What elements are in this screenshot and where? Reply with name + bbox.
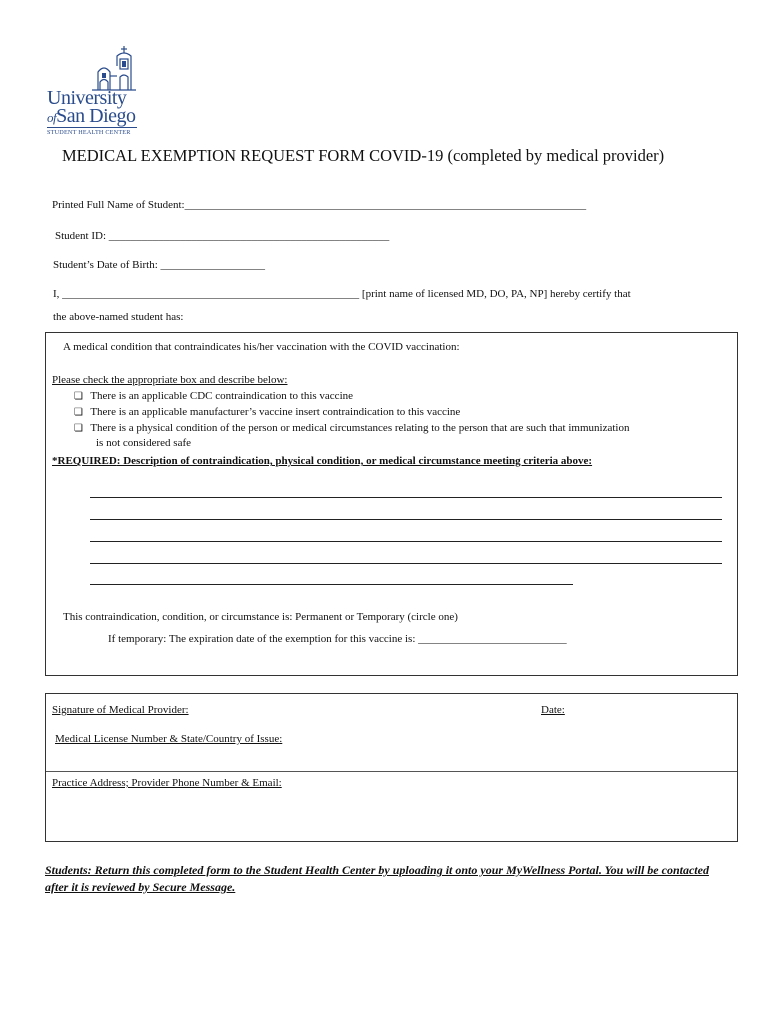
- logo-san-diego-text: San Diego: [56, 105, 136, 127]
- option-physical[interactable]: [74, 422, 629, 434]
- description-line-1[interactable]: [90, 497, 722, 498]
- checkbox-icon[interactable]: ❏: [74, 423, 83, 434]
- option-cdc-label: There is an applicable CDC contraindication to this vaccine: [90, 390, 354, 402]
- required-label: *REQUIRED: [52, 455, 117, 467]
- student-name-field[interactable]: Printed Full Name of Student:_________________________________________________________________________: [52, 199, 587, 211]
- option-manufacturer-label: There is an applicable manufacturer’s vaccine insert contraindication to this vaccine: [90, 406, 461, 418]
- checkbox-icon[interactable]: ❏: [74, 407, 83, 418]
- option-physical-label: There is a physical condition of the person or medical circumstances relating to the person that are such that immunization: [90, 422, 630, 434]
- option-manufacturer[interactable]: [74, 406, 460, 418]
- required-text: : Description of contraindication, physical condition, or medical circumstance meeting criteria above:: [116, 455, 593, 467]
- description-line-4[interactable]: [90, 563, 722, 564]
- mission-tower-icon: [44, 44, 144, 92]
- description-line-5[interactable]: [90, 584, 573, 585]
- provider-box-divider: [46, 771, 737, 772]
- option-physical-continued: is not considered safe: [96, 437, 191, 449]
- provider-certification-continued: the above-named student has:: [53, 311, 184, 323]
- practice-address-field[interactable]: Practice Address; Provider Phone Number & Email:: [52, 777, 282, 789]
- option-cdc[interactable]: [74, 390, 353, 402]
- logo-subtitle: STUDENT HEALTH CENTER: [47, 127, 137, 136]
- student-dob-field[interactable]: Student’s Date of Birth: ___________________: [53, 259, 266, 271]
- license-field[interactable]: Medical License Number & State/Country of Issue:: [55, 733, 283, 745]
- return-instructions: Students: Return this completed form to the Student Health Center by uploading it onto your MyWellness Portal. You will be contacted after it is reviewed by Secure Message.: [45, 863, 709, 894]
- logo-university: University: [47, 87, 127, 109]
- signature-field[interactable]: Signature of Medical Provider:: [52, 704, 189, 716]
- logo-san-diego: [47, 106, 136, 128]
- student-id-field[interactable]: Student ID: ___________________________________________________: [55, 230, 390, 242]
- logo-of: of: [47, 110, 57, 125]
- checkbox-icon[interactable]: ❏: [74, 391, 83, 402]
- expiration-date-field[interactable]: If temporary: The expiration date of the exemption for this vaccine is: ___________________________: [108, 633, 567, 645]
- date-field[interactable]: Date:: [541, 704, 565, 716]
- provider-certification-field[interactable]: I, ______________________________________________________ [print name of licensed MD, DO, PA, NP] hereby certify that: [53, 288, 631, 300]
- permanence-statement: This contraindication, condition, or circumstance is: Permanent or Temporary (circle one): [63, 611, 458, 623]
- form-title: MEDICAL EXEMPTION REQUEST FORM COVID-19 (completed by medical provider): [62, 146, 665, 165]
- description-line-3[interactable]: [90, 541, 722, 542]
- condition-intro: A medical condition that contraindicates his/her vaccination with the COVID vaccination:: [63, 341, 460, 353]
- required-description-label: [52, 455, 592, 467]
- description-line-2[interactable]: [90, 519, 722, 520]
- check-prompt: Please check the appropriate box and describe below:: [52, 374, 288, 386]
